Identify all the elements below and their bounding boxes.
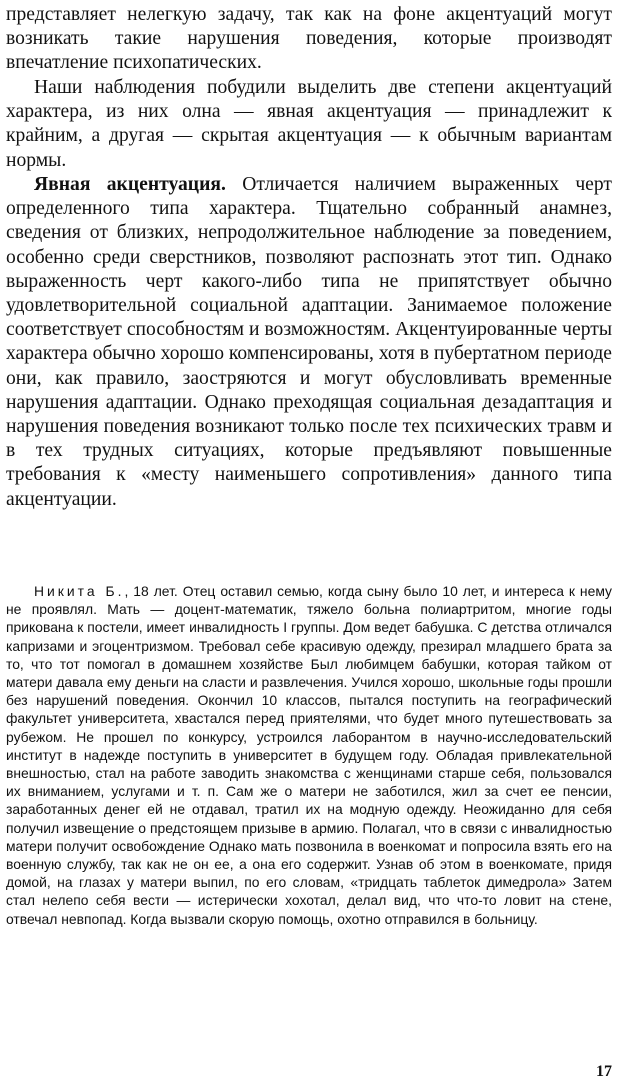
paragraph-explicit-accentuation-body	[6, 173, 612, 512]
paragraph-intro-text: представляет нелегкую задачу, так как на фоне акцентуаций могут возникать такие нарушения поведения, которые производят впечатление психопатических.	[6, 4, 612, 74]
paragraph-explicit-accentuation	[6, 173, 612, 512]
case-study	[6, 582, 612, 928]
paragraph-observations	[6, 76, 612, 173]
case-patient-name: Никита Б.	[34, 583, 125, 599]
page-number: 17	[596, 1063, 612, 1080]
paragraph-observations-text: Наши наблюдения побудили выделить две степени акцентуаций характера, из них олна — явная акцентуация — принадлежит к крайним, а другая — скрытая акцентуация — к обычным вариантам нормы.	[6, 77, 612, 171]
section-body-text: Отличается наличием выраженных черт определенного типа характера. Тщательно собранный анамнез, сведения от близких, непродолжительное наблюдение за поведением, особенно среди сверстников, позволяют распознать этот тип. Однако выраженность черт какого-либо типа не припятствует обычно удовлетворительной социальной адаптации. Занимаемое положение соответствует способностям и возможностям. Акцентуированные черты характера обычно хорошо компенсированы, хотя в пубертатном периоде они, как правило, заостряются и могут обусловливать временные нарушения адаптации. Однако преходящая социальная дезадаптация и нарушения поведения возникают только после тех психических травм и в тех трудных ситуациях, которые предъявляют повышенные требования к «месту наименьшего сопротивления» данного типа акцентуации.	[6, 174, 612, 510]
case-study-text: , 18 лет. Отец оставил семью, когда сыну было 10 лет, и интереса к нему не проявлял. Мать — доцент-математик, тяжело больна полиартритом, многие годы прикована к постели, имеет инвалидность I группы. Дом ведет бабушка. С детства отличался капризами и эгоцентризмом. Требовал себе красивую одежду, презирал младшего брата за то, что тот помогал в домашнем хозяйстве Был любимцем бабушки, которая тайком от матери давала ему деньги на сласти и развлечения. Учился хорошо, школьные годы прошли без нарушений поведения. Окончил 10 классов, пытался поступить на географический факультет университета, хвастался перед приятелями, что будет много путешествовать за рубежом. Не прошел по конкурсу, устроился лаборантом в научно-исследовательский институт в надежде поступить в университет в будущем году. Обладая привлекательной внешностью, стал на работе заводить знакомства с женщинами старше себя, пользовался их вниманием, услугами и т. п. Сам же о матери не заботился, жил за счет ее пенсии, заработанных денег ей не отдавал, тратил их на модную одежду. Неожиданно для себя получил извещение о предстоящем призыве в армию. Полагал, что в связи с инвалидностью матери получит освобождение Однако мать позвонила в военкомат и попросила взять его на военную службу, так как не он ее, а она его содержит. Узнав об этом в военкомате, придя домой, на глазах у матери выпил, по его словам, «тридцать таблеток димедрола» Затем стал нелепо себя вести — истерически хохотал, делал вид, что что-то ловит на стене, отвечал невпопад. Когда вызвали скорую помощь, охотно отправился в больницу.	[6, 583, 612, 927]
case-study-paragraph	[6, 582, 612, 928]
section-heading: Явная акцентуация.	[34, 174, 226, 195]
paragraph-intro	[6, 3, 612, 76]
